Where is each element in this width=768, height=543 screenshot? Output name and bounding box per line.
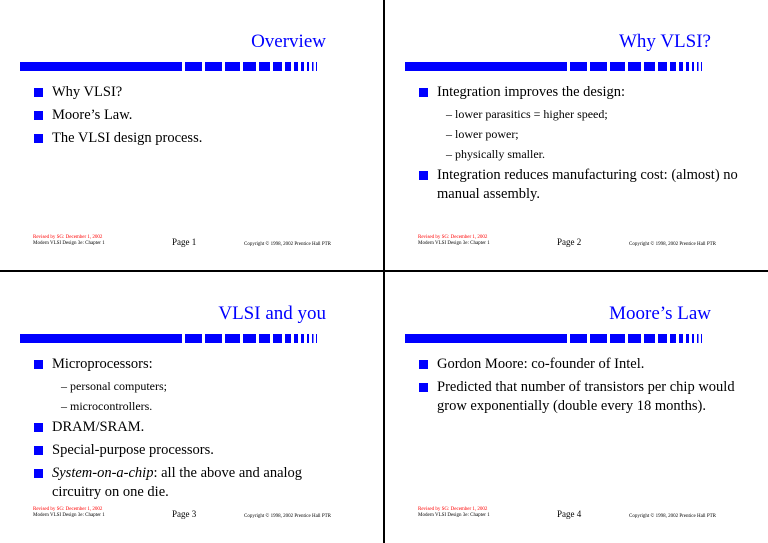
bullet-item: Predicted that number of transistors per chip would grow exponentially (double every 18 months). — [419, 378, 739, 416]
slide-footer — [385, 507, 768, 531]
sub-bullet-item: – lower parasitics = higher speed; — [446, 107, 608, 121]
bullet-list — [34, 83, 354, 152]
bar-segment — [697, 62, 699, 71]
bullet-item: Why VLSI? — [34, 83, 354, 102]
decorative-bar — [20, 62, 320, 71]
bullet-list — [419, 355, 739, 420]
bar-segment — [316, 62, 317, 71]
sub-bullet-item: – microcontrollers. — [61, 399, 153, 413]
slide-footer — [0, 507, 383, 531]
square-bullet-icon — [34, 423, 43, 432]
bar-segment — [679, 62, 683, 71]
bar-segment — [225, 334, 240, 343]
slide-title: Moore’s Law — [609, 303, 711, 324]
bar-segment — [679, 334, 683, 343]
square-bullet-icon — [34, 446, 43, 455]
bar-segment — [670, 334, 676, 343]
bar-segment — [405, 62, 567, 71]
bullet-item: Integration improves the design: — [419, 83, 739, 102]
bar-segment — [185, 62, 202, 71]
book-title: Modern VLSI Design 3e: Chapter 1 — [418, 513, 490, 518]
bar-segment — [644, 334, 655, 343]
sub-bullet-item: – personal computers; — [61, 379, 167, 393]
square-bullet-icon — [34, 134, 43, 143]
bar-segment — [701, 334, 702, 343]
bar-segment — [590, 62, 607, 71]
book-title: Modern VLSI Design 3e: Chapter 1 — [418, 241, 490, 246]
bar-segment — [20, 62, 182, 71]
bar-segment — [686, 62, 689, 71]
slide-4 — [385, 272, 768, 543]
decorative-bar — [405, 62, 705, 71]
bar-segment — [185, 334, 202, 343]
bar-segment — [205, 334, 222, 343]
decorative-bar — [405, 334, 705, 343]
bar-segment — [658, 334, 667, 343]
bar-segment — [628, 334, 641, 343]
bar-segment — [686, 334, 689, 343]
bar-segment — [307, 62, 309, 71]
page-number: Page 4 — [557, 509, 582, 519]
bar-segment — [259, 62, 270, 71]
slide-title: Why VLSI? — [619, 31, 711, 52]
bar-segment — [644, 62, 655, 71]
bullet-item: Special-purpose processors. — [34, 441, 354, 460]
bar-segment — [273, 62, 282, 71]
bullet-item: Integration reduces manufacturing cost: (almost) no manual assembly. — [419, 166, 739, 204]
bar-segment — [273, 334, 282, 343]
bar-segment — [316, 334, 317, 343]
slide-title: VLSI and you — [218, 303, 326, 324]
sub-bullet-item: – lower power; — [446, 127, 519, 141]
sub-bullet-item: – physically smaller. — [446, 147, 545, 161]
bar-segment — [701, 62, 702, 71]
bar-segment — [312, 62, 314, 71]
revision-note: Revised by SG: December 1, 2002 — [33, 507, 103, 512]
bar-segment — [692, 62, 694, 71]
square-bullet-icon — [419, 360, 428, 369]
revision-note: Revised by SG: December 1, 2002 — [418, 507, 488, 512]
copyright: Copyright © 1998, 2002 Prentice Hall PTR — [244, 514, 331, 519]
bar-segment — [285, 334, 291, 343]
bar-segment — [225, 62, 240, 71]
bar-segment — [294, 334, 298, 343]
bar-segment — [20, 334, 182, 343]
copyright: Copyright © 1998, 2002 Prentice Hall PTR — [629, 242, 716, 247]
revision-note: Revised by SG: December 1, 2002 — [418, 235, 488, 240]
square-bullet-icon — [419, 88, 428, 97]
bar-segment — [307, 334, 309, 343]
bar-segment — [610, 334, 625, 343]
slide-footer — [0, 235, 383, 259]
bar-segment — [590, 334, 607, 343]
book-title: Modern VLSI Design 3e: Chapter 1 — [33, 241, 105, 246]
square-bullet-icon — [419, 171, 428, 180]
bullet-list — [34, 355, 354, 506]
bar-segment — [405, 334, 567, 343]
bar-segment — [570, 62, 587, 71]
bar-segment — [301, 62, 304, 71]
square-bullet-icon — [34, 469, 43, 478]
copyright: Copyright © 1998, 2002 Prentice Hall PTR — [244, 242, 331, 247]
slide-3 — [0, 272, 383, 543]
revision-note: Revised by SG: December 1, 2002 — [33, 235, 103, 240]
square-bullet-icon — [34, 111, 43, 120]
bar-segment — [697, 334, 699, 343]
slide-2 — [385, 0, 768, 271]
bar-segment — [610, 62, 625, 71]
page-number: Page 2 — [557, 237, 582, 247]
bar-segment — [658, 62, 667, 71]
square-bullet-icon — [419, 383, 428, 392]
bar-segment — [312, 334, 314, 343]
book-title: Modern VLSI Design 3e: Chapter 1 — [33, 513, 105, 518]
bar-segment — [243, 334, 256, 343]
slide-footer — [385, 235, 768, 259]
square-bullet-icon — [34, 360, 43, 369]
bullet-item: Moore’s Law. — [34, 106, 354, 125]
slide-title: Overview — [251, 31, 326, 52]
bar-segment — [570, 334, 587, 343]
bullet-item: Microprocessors: — [34, 355, 354, 374]
bar-segment — [670, 62, 676, 71]
bar-segment — [259, 334, 270, 343]
bar-segment — [628, 62, 641, 71]
page-number: Page 3 — [172, 509, 197, 519]
bar-segment — [285, 62, 291, 71]
bar-segment — [205, 62, 222, 71]
bar-segment — [243, 62, 256, 71]
decorative-bar — [20, 334, 320, 343]
page-number: Page 1 — [172, 237, 197, 247]
bullet-item: The VLSI design process. — [34, 129, 354, 148]
bullet-item: System-on-a-chip: all the above and analog circuitry on one die. — [34, 464, 354, 502]
square-bullet-icon — [34, 88, 43, 97]
bullet-item: Gordon Moore: co-founder of Intel. — [419, 355, 739, 374]
copyright: Copyright © 1998, 2002 Prentice Hall PTR — [629, 514, 716, 519]
bar-segment — [301, 334, 304, 343]
slide-1 — [0, 0, 383, 271]
bar-segment — [294, 62, 298, 71]
bar-segment — [692, 334, 694, 343]
bullet-item: DRAM/SRAM. — [34, 418, 354, 437]
bullet-list — [419, 83, 739, 208]
